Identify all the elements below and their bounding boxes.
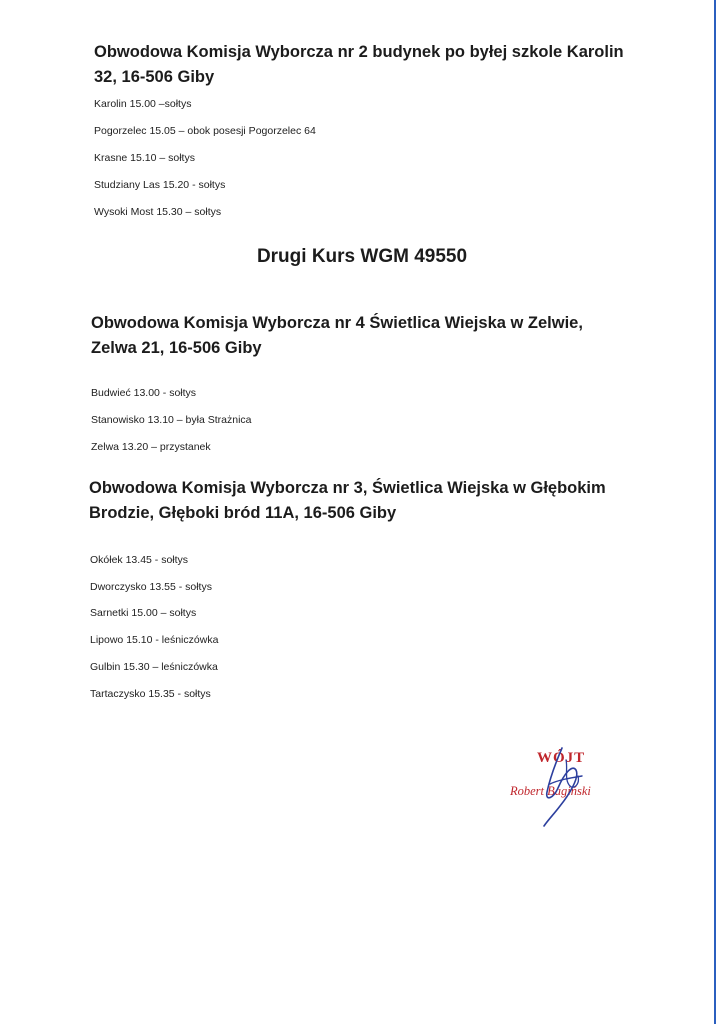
- stamp-title: WÓJT: [537, 750, 586, 766]
- stop-okolek: Okółek 13.45 - sołtys: [90, 554, 189, 566]
- stop-studziany-las: Studziany Las 15.20 - sołtys: [94, 179, 226, 191]
- section1-heading-line1: Obwodowa Komisja Wyborcza nr 2 budynek po byłej szkole Karolin: [94, 43, 624, 61]
- stop-karolin: Karolin 15.00 –sołtys: [94, 98, 192, 110]
- section2-heading: [91, 311, 583, 361]
- stop-tartaczysko: Tartaczysko 15.35 - sołtys: [90, 688, 211, 700]
- signature: [520, 740, 600, 830]
- section3-heading: [89, 476, 606, 526]
- section2-heading-line1: Obwodowa Komisja Wyborcza nr 4 Świetlica Wiejska w Zelwie,: [91, 314, 583, 332]
- stop-wysoki-most: Wysoki Most 15.30 – sołtys: [94, 206, 222, 218]
- stamp-name: Robert Bagiński: [510, 784, 591, 798]
- stop-pogorzelec: Pogorzelec 15.05 – obok posesji Pogorzelec 64: [94, 125, 316, 137]
- stop-budwiec: Budwieć 13.00 - sołtys: [91, 387, 197, 399]
- stop-gulbin: Gulbin 15.30 – leśniczówka: [90, 661, 218, 673]
- stop-zelwa: Zelwa 13.20 – przystanek: [91, 441, 211, 453]
- stop-lipowo: Lipowo 15.10 - leśniczówka: [90, 634, 219, 646]
- stop-sarnetki: Sarnetki 15.00 – sołtys: [90, 607, 197, 619]
- section2-heading-line2: Zelwa 21, 16-506 Giby: [91, 339, 262, 357]
- section3-heading-line2: Brodzie, Głęboki bród 11A, 16-506 Giby: [89, 504, 397, 522]
- course-title: Drugi Kurs WGM 49550: [256, 246, 468, 267]
- scan-edge-line: [714, 0, 716, 1024]
- stop-krasne: Krasne 15.10 – sołtys: [94, 152, 195, 164]
- section3-heading-line1: Obwodowa Komisja Wyborcza nr 3, Świetlica Wiejska w Głębokim: [89, 479, 606, 497]
- section1-heading-line2: 32, 16-506 Giby: [94, 68, 215, 86]
- stop-dworczysko: Dworczysko 13.55 - sołtys: [90, 581, 212, 593]
- stop-stanowisko: Stanowisko 13.10 – była Strażnica: [91, 414, 252, 426]
- section1-heading: [94, 40, 624, 90]
